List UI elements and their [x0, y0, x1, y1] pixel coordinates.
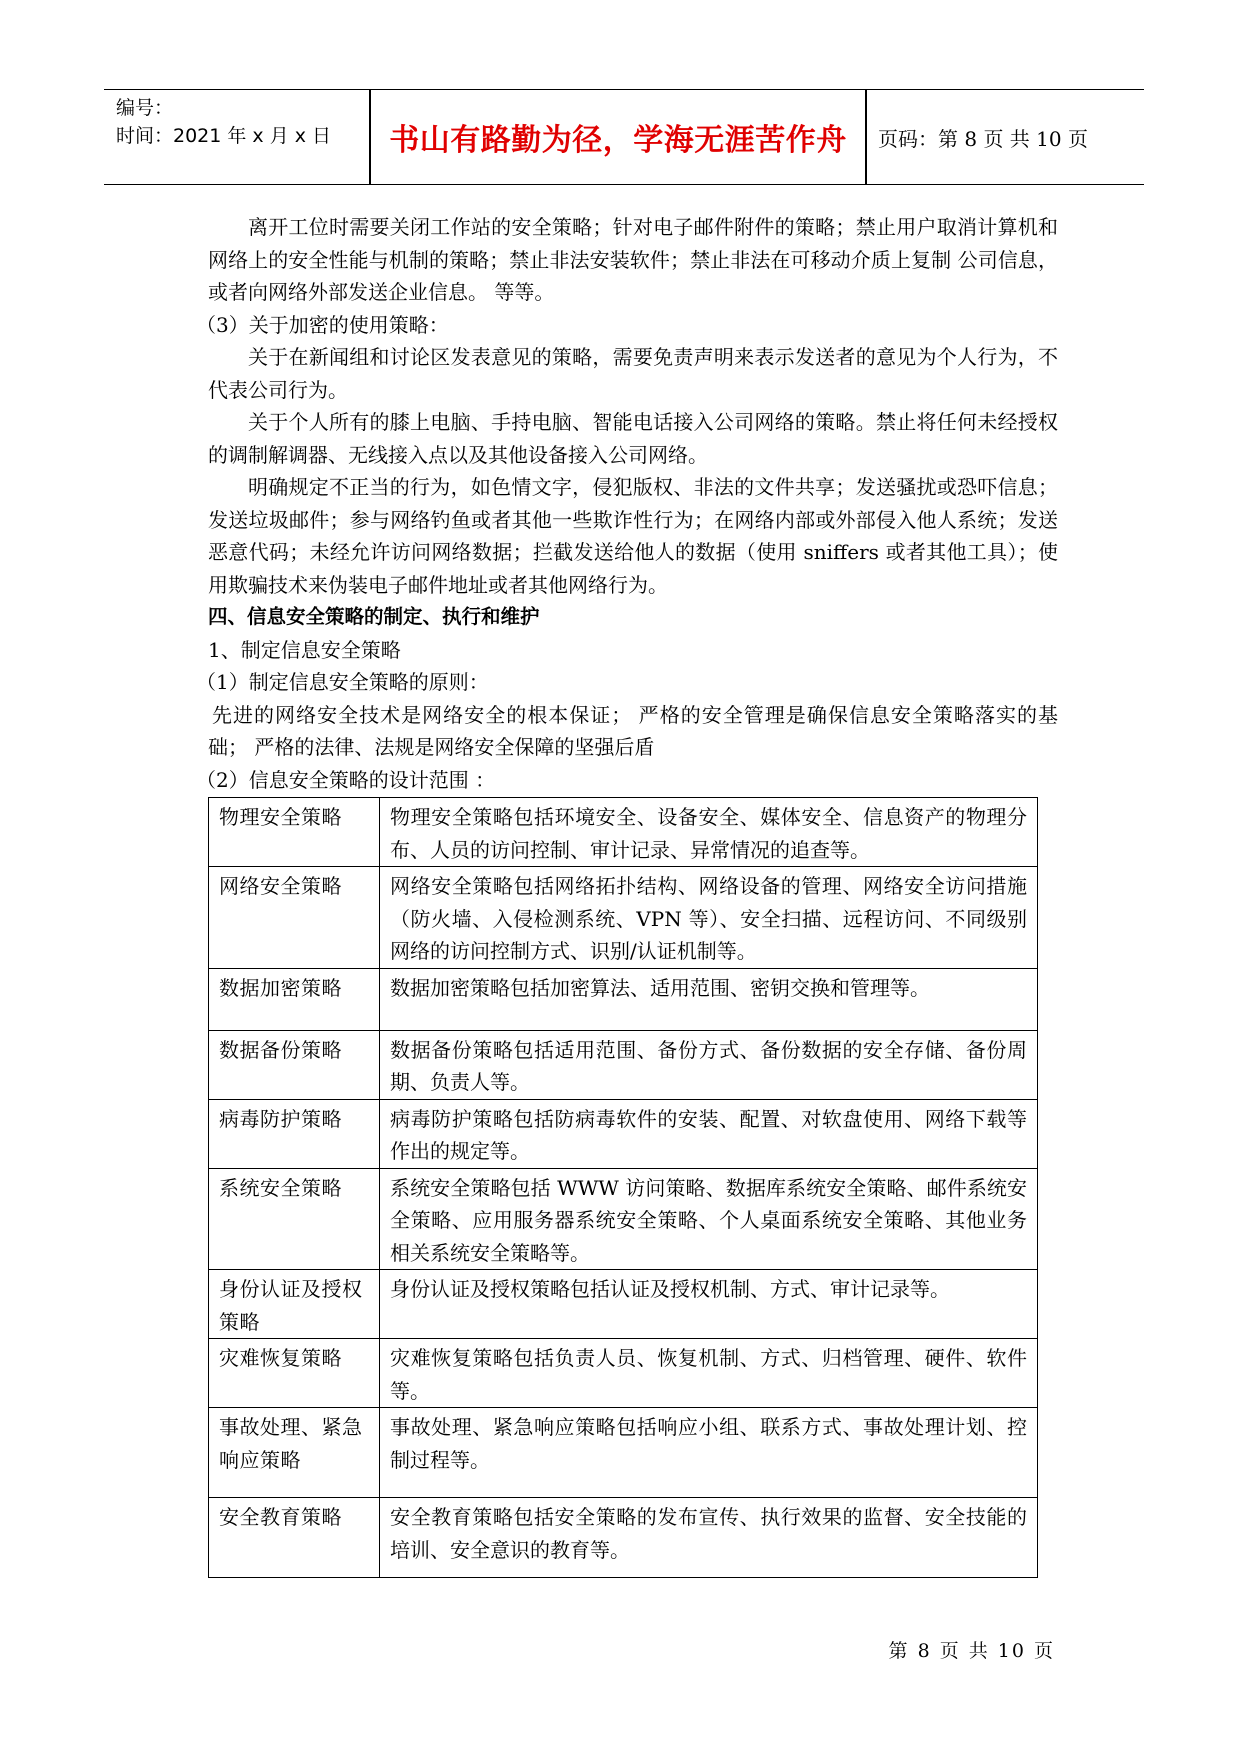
- policy-desc-cell: 物理安全策略包括环境安全、设备安全、媒体安全、信息资产的物理分布、人员的访问控制、审计记录、异常情况的追查等。: [380, 798, 1038, 867]
- policy-name-cell: 安全教育策略: [209, 1498, 380, 1578]
- policy-name-cell: 身份认证及授权策略: [209, 1270, 380, 1339]
- policy-name-cell: 数据加密策略: [209, 968, 380, 1030]
- paragraph: 关于在新闻组和讨论区发表意见的策略，需要免责声明来表示发送者的意见为个人行为，不代表公司行为。: [208, 345, 1058, 402]
- policy-desc-cell: 安全教育策略包括安全策略的发布宣传、执行效果的监督、安全技能的培训、安全意识的教育等。: [380, 1498, 1038, 1578]
- table-row: [209, 968, 1038, 1030]
- time-label: 时间：2021 年 x 月 x 日: [116, 125, 332, 147]
- page-footer: 第 8 页 共 10 页: [888, 1640, 1055, 1662]
- policy-name-cell: 事故处理、紧急响应策略: [209, 1408, 380, 1498]
- table-row: [209, 1270, 1038, 1339]
- policy-desc-cell: 事故处理、紧急响应策略包括响应小组、联系方式、事故处理计划、控制过程等。: [380, 1408, 1038, 1498]
- policy-name-cell: 数据备份策略: [209, 1030, 380, 1099]
- header-meta: [116, 94, 366, 150]
- paragraph: 先进的网络安全技术是网络安全的根本保证； 严格的安全管理是确保信息安全策略落实的基础； 严格的法律、法规是网络安全保障的坚强后盾: [208, 702, 1058, 759]
- policy-name-cell: 系统安全策略: [209, 1168, 380, 1270]
- table-row: [209, 1030, 1038, 1099]
- policy-desc-cell: 数据备份策略包括适用范围、备份方式、备份数据的安全存储、备份周期、负责人等。: [380, 1030, 1038, 1099]
- document-body: [196, 211, 1058, 796]
- policy-name-cell: 物理安全策略: [209, 798, 380, 867]
- policy-name-cell: 病毒防护策略: [209, 1099, 380, 1168]
- table-row: [209, 1099, 1038, 1168]
- paragraph: 离开工位时需要关闭工作站的安全策略；针对电子邮件附件的策略；禁止用户取消计算机和网络上的安全性能与机制的策略；禁止非法安装软件；禁止非法在可移动介质上复制 公司信息，或者向网络外部发送企业信息。 等等。: [208, 215, 1058, 304]
- policy-desc-cell: 数据加密策略包括加密算法、适用范围、密钥交换和管理等。: [380, 968, 1038, 1030]
- policy-name-cell: 网络安全策略: [209, 867, 380, 969]
- number-label: 编号：: [116, 97, 174, 119]
- policy-table: [208, 797, 1038, 1578]
- policy-name-cell: 灾难恢复策略: [209, 1339, 380, 1408]
- policy-desc-cell: 网络安全策略包括网络拓扑结构、网络设备的管理、网络安全访问措施（防火墙、入侵检测系统、VPN 等）、安全扫描、远程访问、不同级别网络的访问控制方式、识别/认证机制等。: [380, 867, 1038, 969]
- table-row: [209, 1498, 1038, 1578]
- policy-desc-cell: 灾难恢复策略包括负责人员、恢复机制、方式、归档管理、硬件、软件等。: [380, 1339, 1038, 1408]
- page-header: [104, 89, 1144, 185]
- subheading: （1）制定信息安全策略的原则：: [196, 670, 489, 694]
- table-row: [209, 1339, 1038, 1408]
- table-row: [209, 867, 1038, 969]
- paragraph: 关于个人所有的膝上电脑、手持电脑、智能电话接入公司网络的策略。禁止将任何未经授权的调制解调器、无线接入点以及其他设备接入公司网络。: [208, 410, 1058, 467]
- paragraph: 明确规定不正当的行为，如色情文字，侵犯版权、非法的文件共享；发送骚扰或恐吓信息；发送垃圾邮件；参与网络钓鱼或者其他一些欺诈性行为；在网络内部或外部侵入他人系统；发送恶意代码；未经允许访问网络数据；拦截发送给他人的数据（使用 sniffers 或者其他工具）；使用欺骗技术来伪装电子邮件地址或者其他网络行为。: [208, 475, 1058, 597]
- policy-desc-cell: 系统安全策略包括 WWW 访问策略、数据库系统安全策略、邮件系统安全策略、应用服务器系统安全策略、个人桌面系统安全策略、其他业务相关系统安全策略等。: [380, 1168, 1038, 1270]
- policy-desc-cell: 身份认证及授权策略包括认证及授权机制、方式、审计记录等。: [380, 1270, 1038, 1339]
- table-row: [209, 1408, 1038, 1498]
- table-row: [209, 1168, 1038, 1270]
- subheading: （2）信息安全策略的设计范围 ：: [196, 767, 496, 792]
- subheading: 1、制定信息安全策略: [208, 637, 401, 662]
- policy-desc-cell: 病毒防护策略包括防病毒软件的安装、配置、对软盘使用、网络下载等作出的规定等。: [380, 1099, 1038, 1168]
- header-motto: 书山有路勤为径，学海无涯苦作舟: [389, 123, 847, 158]
- header-page-label: 页码：第 8 页 共 10 页: [878, 126, 1088, 151]
- subheading: （3）关于加密的使用策略：: [196, 312, 449, 337]
- section-heading: 四、信息安全策略的制定、执行和维护: [208, 605, 540, 628]
- table-row: [209, 798, 1038, 867]
- header-divider: [865, 90, 867, 184]
